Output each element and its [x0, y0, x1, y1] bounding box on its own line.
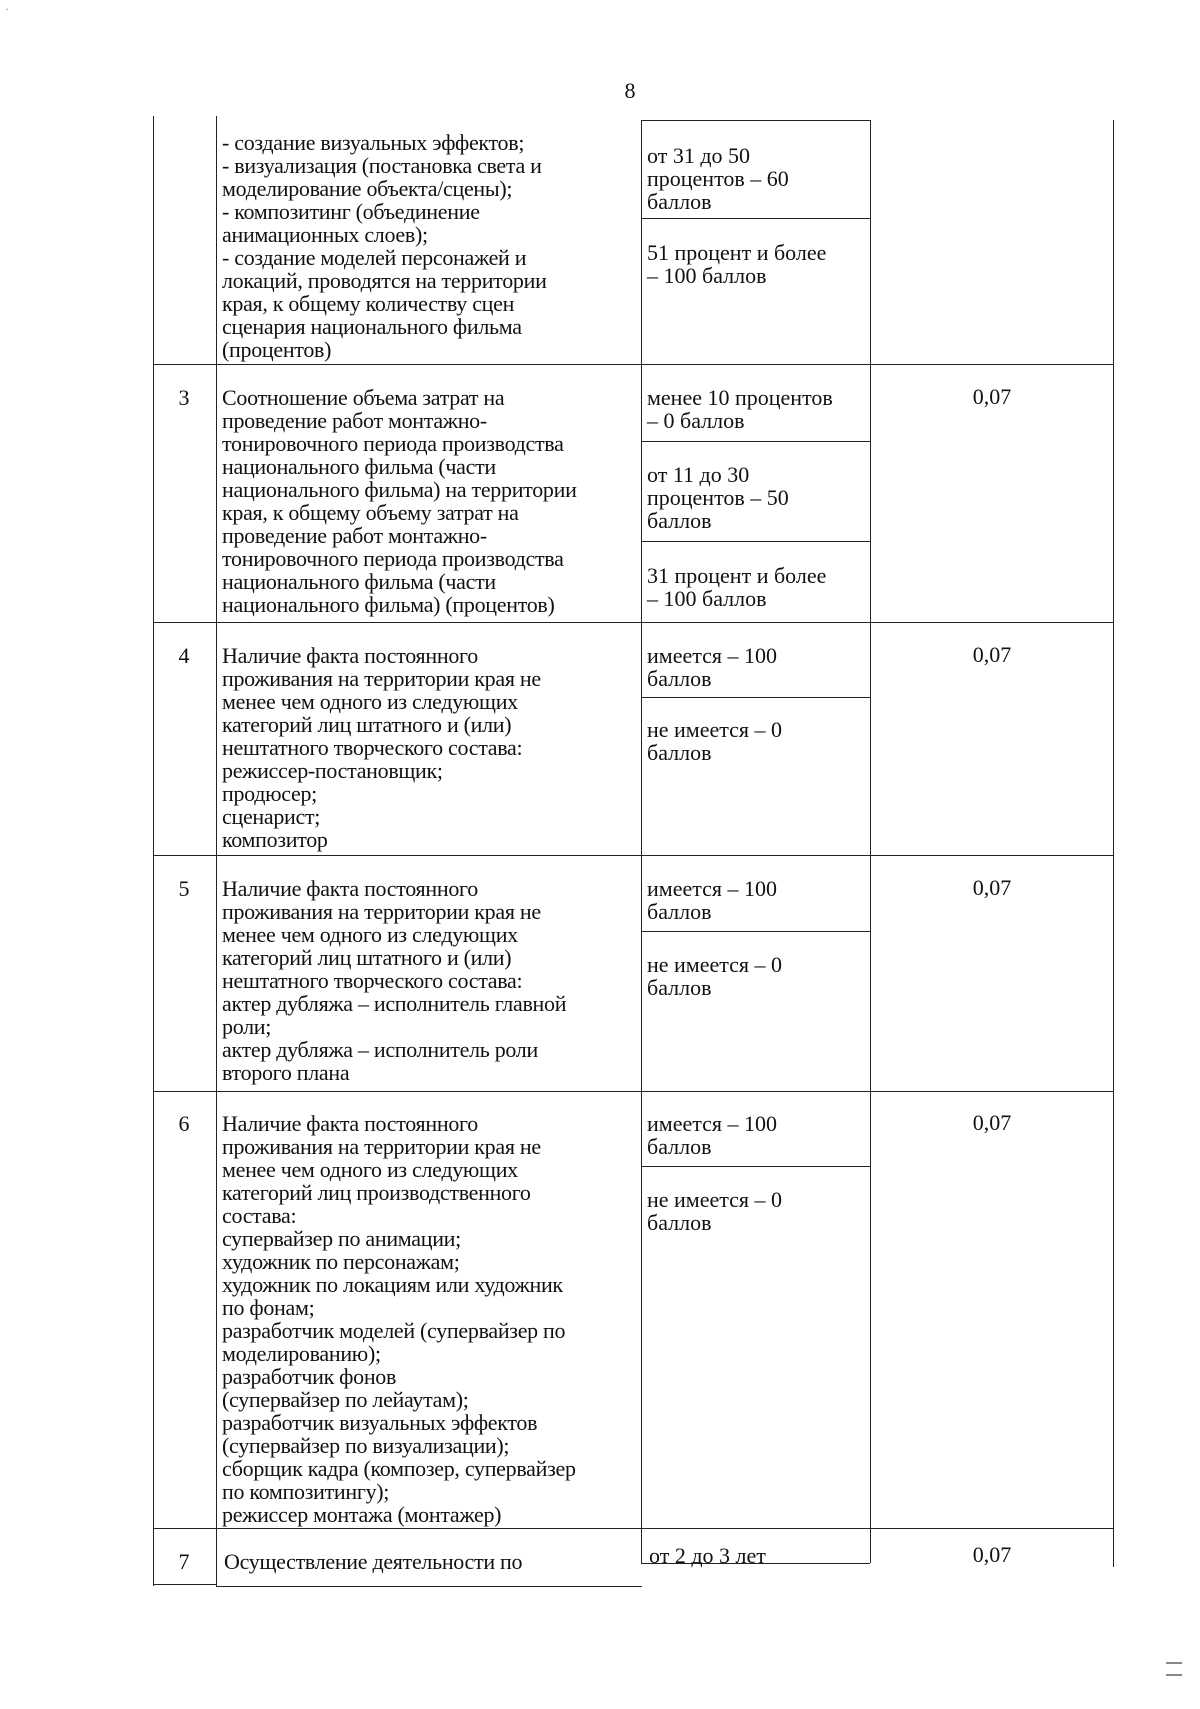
row-divider [153, 364, 1113, 365]
score-option: 51 процент и более – 100 баллов [647, 240, 827, 288]
table-bottom [216, 1586, 642, 1587]
criterion-text: Наличие факта постоянного проживания на территории края не менее чем одного из следующих категорий лиц штатного и (или) нештатного творческого состава: режиссер-постановщик; продюсер; сценарист; композитор [222, 643, 541, 852]
row-divider [153, 1091, 1113, 1092]
row-number: 4 [178, 643, 190, 668]
page-number: 8 [624, 78, 636, 103]
row-number: 7 [178, 1549, 190, 1574]
table-border-left [153, 116, 154, 1586]
score-subdivider [641, 697, 870, 698]
score-option: не имеется – 0 баллов [647, 952, 783, 1000]
weight-value: 0,07 [972, 384, 1012, 409]
criterion-text: - создание визуальных эффектов; - визуализация (постановка света и моделирование объекта/сцены); - композитинг (объединение анимационных слоев); - создание моделей персонажей и локаций, проводятся на территории края, к общему количеству сцен сценария национального фильма (процентов) [222, 130, 547, 362]
criterion-text: Соотношение объема затрат на проведение работ монтажно- тонировочного периода производства национального фильма (части национального фильма) на территории края, к общему объему затрат на проведение работ монтажно- тонировочного периода производства национального фильма (части национального фильма) (процентов) [222, 385, 577, 617]
column-divider-number [216, 116, 217, 1586]
weight-value: 0,07 [972, 642, 1012, 667]
row-divider [153, 622, 1113, 623]
column-divider-score [870, 120, 871, 1563]
score-subdivider [641, 1166, 870, 1167]
score-option: имеется – 100 баллов [647, 643, 777, 691]
scan-artifact [1166, 1662, 1182, 1664]
weight-value: 0,07 [972, 875, 1012, 900]
weight-value: 0,07 [972, 1110, 1012, 1135]
score-subdivider [641, 931, 870, 932]
row-number: 6 [178, 1111, 190, 1136]
row-divider [153, 855, 1113, 856]
score-box-top [641, 120, 870, 121]
score-option: от 2 до 3 лет [649, 1543, 766, 1568]
score-option: имеется – 100 баллов [647, 876, 777, 924]
scan-corner-mark: · [5, 2, 9, 16]
scan-artifact [1166, 1674, 1182, 1676]
weight-value: 0,07 [972, 1542, 1012, 1567]
score-option: имеется – 100 баллов [647, 1111, 777, 1159]
row-divider [153, 1528, 1113, 1529]
table-bottom [153, 1584, 217, 1585]
score-option: не имеется – 0 баллов [647, 1187, 783, 1235]
criterion-text: Наличие факта постоянного проживания на территории края не менее чем одного из следующих категорий лиц штатного и (или) нештатного творческого состава: актер дубляжа – исполнитель главной роли; актер дубляжа – исполнитель роли второго плана [222, 876, 567, 1085]
column-divider-criterion [641, 120, 642, 1563]
score-subdivider [641, 541, 870, 542]
score-option: от 31 до 50 процентов – 60 баллов [647, 143, 789, 214]
score-option: не имеется – 0 баллов [647, 717, 783, 765]
row-number: 3 [178, 385, 190, 410]
score-subdivider [641, 218, 870, 219]
table-border-right [1113, 120, 1114, 1567]
criterion-text: Наличие факта постоянного проживания на территории края не менее чем одного из следующих категорий лиц производственного состава: супервайзер по анимации; художник по персонажам; художник по локациям или художник по фонам; разработчик моделей (супервайзер по моделированию); разработчик фонов (супервайзер по лейаутам); разработчик визуальных эффектов (супервайзер по визуализации); сборщик кадра (композер, супервайзер по композитингу); режиссер монтажа (монтажер) [222, 1111, 576, 1527]
score-option: от 11 до 30 процентов – 50 баллов [647, 462, 789, 533]
score-option: менее 10 процентов – 0 баллов [647, 385, 833, 433]
score-option: 31 процент и более – 100 баллов [647, 563, 827, 611]
criterion-text: Осуществление деятельности по [224, 1549, 523, 1574]
score-subdivider [641, 441, 870, 442]
row-number: 5 [178, 876, 190, 901]
